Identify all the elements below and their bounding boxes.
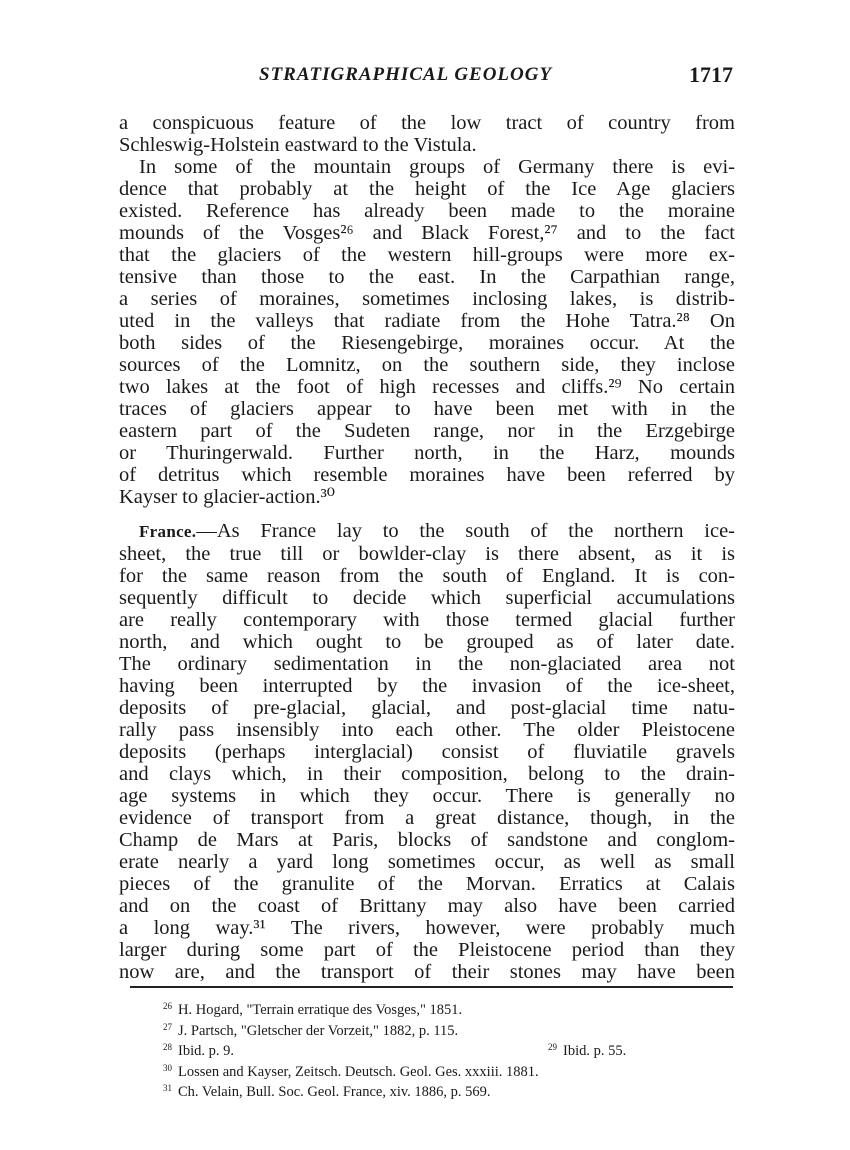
footnote-text: Ibid. p. 55. — [563, 1043, 627, 1059]
text-line: existed. Reference has already been made to the moraine — [119, 200, 735, 222]
text-line: both sides of the Riesengebirge, moraines occur. At the — [119, 332, 735, 354]
text-line: Schleswig-Holstein eastward to the Vistula. — [119, 134, 477, 156]
page-number: 1717 — [689, 62, 733, 87]
text-line: dence that probably at the height of the Ice Age glaciers — [119, 178, 735, 200]
footnote — [163, 998, 683, 1019]
text-line: tensive than those to the east. In the Carpathian range, — [119, 266, 735, 288]
text-line: that the glaciers of the western hill-groups were more ex- — [119, 244, 735, 266]
footnote-number: 28 — [163, 1042, 172, 1052]
text-line: for the same reason from the south of England. It is con- — [119, 565, 735, 587]
footnote-text: Ch. Velain, Bull. Soc. Geol. France, xiv. 1886, p. 569. — [178, 1084, 491, 1100]
text-line: mounds of the Vosges²⁶ and Black Forest,²⁷ and to the fact — [119, 222, 735, 244]
text-line: sources of the Lomnitz, on the southern side, they inclose — [119, 354, 735, 376]
side-heading: France. — [139, 522, 197, 541]
text-line: erate nearly a yard long sometimes occur, as well as small — [119, 851, 735, 873]
text-line: are really contemporary with those termed glacial further — [119, 609, 735, 631]
text-line: a series of moraines, sometimes inclosing lakes, is distrib- — [119, 288, 735, 310]
paragraph-3 — [119, 520, 735, 983]
text-line: two lakes at the foot of high recesses and cliffs.²⁹ No certain — [119, 376, 735, 398]
text-line: Champ de Mars at Paris, blocks of sandstone and conglom- — [119, 829, 735, 851]
footnote-text: J. Partsch, "Gletscher der Vorzeit," 1882, p. 115. — [178, 1022, 459, 1039]
paragraph-1 — [119, 112, 735, 156]
text-line: sequently difficult to decide which superficial accumulations — [119, 587, 735, 609]
text-line: age systems in which they occur. There is generally no — [119, 785, 735, 807]
text-line: deposits of pre-glacial, glacial, and post-glacial time natu- — [119, 697, 735, 719]
footnote-number: 30 — [163, 1062, 172, 1073]
footnote-text: H. Hogard, "Terrain erratique des Vosges," 1851. — [178, 1002, 463, 1018]
running-head — [119, 62, 735, 96]
footnote-number: 27 — [163, 1021, 172, 1032]
footnote — [163, 1080, 683, 1101]
text-line: rally pass insensibly into each other. The older Pleistocene — [119, 719, 735, 741]
text-line: In some of the mountain groups of Germany there is evi- — [139, 156, 735, 178]
footnote-number: 29 — [548, 1042, 557, 1052]
text-line: a long way.³¹ The rivers, however, were probably much — [119, 917, 735, 939]
footnote-text: Ibid. p. 9. — [178, 1043, 234, 1059]
footnote — [163, 1039, 683, 1060]
text-line: now are, and the transport of their stones may have been — [119, 961, 735, 983]
text-line: eastern part of the Sudeten range, nor in the Erzgebirge — [119, 420, 735, 442]
text-line: evidence of transport from a great distance, though, in the — [119, 807, 735, 829]
footnote-rule — [130, 986, 733, 988]
running-title: STRATIGRAPHICAL GEOLOGY — [259, 64, 553, 85]
footnote — [163, 1019, 683, 1040]
text-line: The ordinary sedimentation in the non-glaciated area not — [119, 653, 735, 675]
text-line: north, and which ought to be grouped as of later date. — [119, 631, 735, 653]
text-line: sheet, the true till or bowlder-clay is there absent, as it is — [119, 543, 735, 565]
footnote-text: Lossen and Kayser, Zeitsch. Deutsch. Geol. Ges. xxxiii. 1881. — [178, 1063, 539, 1080]
footnote-number: 26 — [163, 1001, 172, 1011]
text-line: or Thuringerwald. Further north, in the Harz, mounds — [119, 442, 735, 464]
text-line: larger during some part of the Pleistocene period than they — [119, 939, 735, 961]
text-line: uted in the valleys that radiate from the Hohe Tatra.²⁸ On — [119, 310, 735, 332]
text-line: Kayser to glacier-action.³⁰ — [119, 486, 336, 508]
footnotes — [163, 998, 683, 1101]
page — [119, 62, 735, 983]
text-line: traces of glaciers appear to have been met with in the — [119, 398, 735, 420]
footnote — [163, 1060, 683, 1081]
footnote-number: 31 — [163, 1083, 172, 1093]
text-line: deposits (perhaps interglacial) consist of fluviatile gravels — [119, 741, 735, 763]
text-line: of detritus which resemble moraines have been referred by — [119, 464, 735, 486]
footnote-inline — [548, 1039, 626, 1060]
text-fragment: —As France lay to the south of the northern ice- — [196, 520, 735, 542]
text-line: having been interrupted by the invasion of the ice-sheet, — [119, 675, 735, 697]
text-line: a conspicuous feature of the low tract of country from — [119, 112, 735, 134]
text-line: pieces of the granulite of the Morvan. Erratics at Calais — [119, 873, 735, 895]
text-line — [119, 520, 735, 543]
text-line: and on the coast of Brittany may also have been carried — [119, 895, 735, 917]
text-line: and clays which, in their composition, belong to the drain- — [119, 763, 735, 785]
paragraph-2 — [119, 156, 735, 508]
